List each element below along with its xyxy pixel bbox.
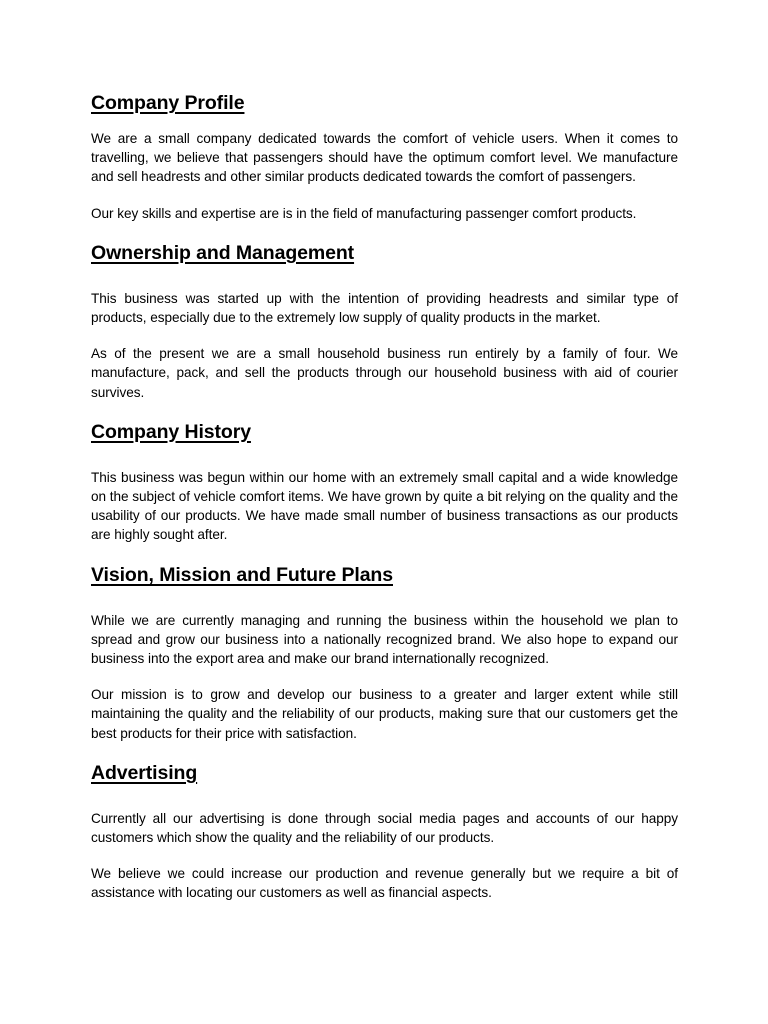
paragraph: As of the present we are a small household business run entirely by a family of four. We manufacture, pack, and sell the products through our household business with aid of courier survives. [91, 346, 678, 400]
paragraph: Our mission is to grow and develop our business to a greater and larger extent while still maintaining the quality and the reliability of our products, making sure that our customers get the best products for their price with satisfaction. [91, 687, 678, 741]
paragraph: Currently all our advertising is done through social media pages and accounts of our happy customers which show the quality and the reliability of our products. [91, 810, 678, 846]
paragraph: This business was begun within our home with an extremely small capital and a wide knowledge on the subject of vehicle comfort items. We have grown by quite a bit relying on the quality and the usability of our products. We have made small number of business transactions as our products are highly sought after. [91, 469, 678, 543]
heading-vision-mission-future-plans: Vision, Mission and Future Plans [91, 563, 393, 586]
paragraph: While we are currently managing and running the business within the household we plan to spread and grow our business into a nationally recognized brand. We also hope to expand our business into the export area and make our brand internationally recognized. [91, 612, 678, 667]
paragraph: This business was started up with the intention of providing headrests and similar type of products, especially due to the extremely low supply of quality products in the market. [91, 290, 678, 326]
section-vision-mission-future-plans [91, 562, 678, 743]
section-company-history [91, 419, 678, 545]
heading-ownership-and-management: Ownership and Management [91, 241, 355, 264]
document-page [91, 90, 678, 903]
section-company-profile [91, 90, 678, 223]
paragraph: We are a small company dedicated towards the comfort of vehicle users. When it comes to travelling, we believe that passengers should have the optimum comfort level. We manufacture and sell headrests and other similar products dedicated towards the comfort of passengers. [91, 131, 678, 185]
heading-company-history: Company History [91, 420, 251, 443]
heading-company-profile: Company Profile [91, 92, 245, 114]
section-ownership-and-management [91, 240, 678, 402]
heading-advertising: Advertising [91, 761, 198, 784]
paragraph: Our key skills and expertise are is in the field of manufacturing passenger comfort products. [91, 205, 637, 221]
paragraph: We believe we could increase our production and revenue generally but we require a bit of assistance with locating our customers as well as financial aspects. [91, 866, 678, 901]
section-advertising [91, 760, 678, 903]
